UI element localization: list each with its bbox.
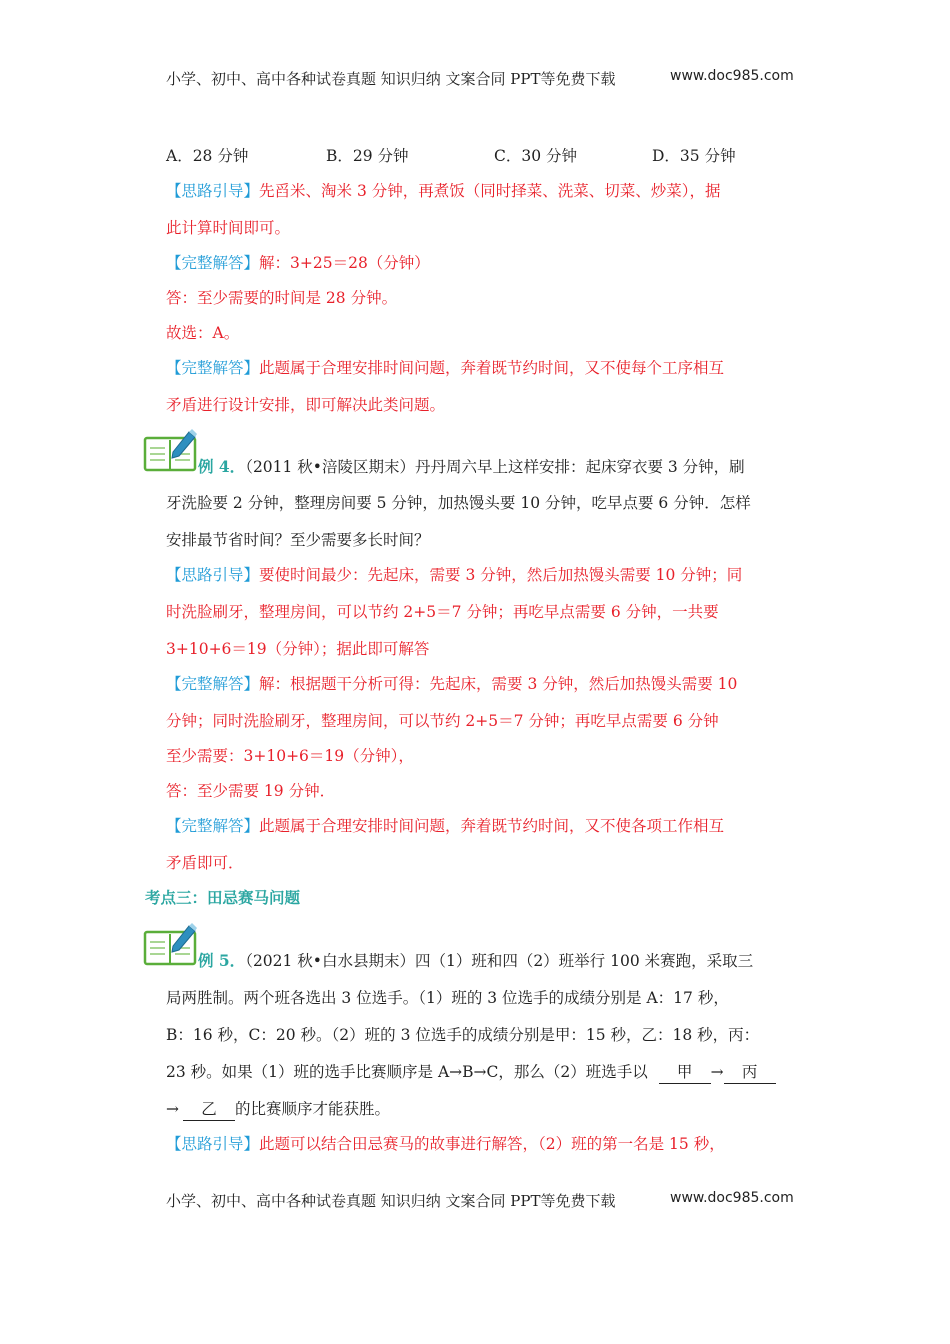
ex4-question-line1: 例 4．（2011 秋•涪陵区期末）丹丹周六早上这样安排：起床穿衣要 3 分钟，刷 — [198, 457, 745, 476]
header-url[interactable]: www.doc985.com — [670, 68, 794, 84]
hint-tag: 【思路引导】 — [166, 1135, 260, 1153]
ex4-note-line2: 矛盾即可． — [166, 854, 244, 872]
ex5-hint-line1: 【思路引导】此题可以结合田忌赛马的故事进行解答，（2）班的第一名是 15 秒， — [166, 1135, 725, 1153]
ex5-question-line4: 23 秒。如果（1）班的选手比赛顺序是 A→B→C，那么（2）班选手以 甲 → 丙 — [166, 1061, 776, 1084]
ex4-hint-line1: 【思路引导】要使时间最少：先起床，需要 3 分钟，然后加热馒头需要 10 分钟；同 — [166, 566, 743, 584]
ex4-note-line1: 【完整解答】此题属于合理安排时间问题，奔着既节约时间，又不使各项工作相互 — [166, 817, 725, 835]
q3-hint-line2: 此计算时间即可。 — [166, 219, 291, 237]
ex4-label: 例 4． — [198, 457, 246, 476]
ex5-question-line3: B：16 秒，C：20 秒。（2）班的 3 位选手的成绩分别是甲：15 秒，乙：18 秒，丙： — [166, 1026, 760, 1044]
answer-tag: 【完整解答】 — [166, 254, 260, 272]
option-c: C．30 分钟 — [494, 147, 578, 165]
ex4-answer-line4: 答：至少需要 19 分钟． — [166, 782, 336, 800]
option-b: B．29 分钟 — [326, 147, 409, 165]
ex4-answer-line2: 分钟；同时洗脸刷牙，整理房间，可以节约 2+5＝7 分钟；再吃早点需要 6 分钟 — [166, 712, 719, 730]
ex4-answer-line3: 至少需要：3+10+6＝19（分钟）， — [166, 747, 414, 765]
hint-tag: 【思路引导】 — [166, 182, 260, 200]
answer-blank-3[interactable]: 乙 — [183, 1098, 235, 1121]
q3-answer-line1: 【完整解答】解：3+25＝28（分钟） — [166, 254, 430, 272]
answer-blank-1[interactable]: 甲 — [659, 1061, 711, 1084]
q3-answer-line3: 故选：A。 — [166, 324, 240, 342]
note-tag: 【完整解答】 — [166, 817, 260, 835]
ex4-hint-line2: 时洗脸刷牙，整理房间，可以节约 2+5＝7 分钟；再吃早点需要 6 分钟，一共要 — [166, 603, 719, 621]
ex4-hint-line3: 3+10+6＝19（分钟）；据此即可解答 — [166, 640, 430, 658]
option-a: A．28 分钟 — [166, 147, 249, 165]
footer-text: 小学、初中、高中各种试卷真题 知识归纳 文案合同 PPT等免费下载 — [166, 1192, 616, 1210]
option-d: D．35 分钟 — [652, 147, 736, 165]
answer-tag: 【完整解答】 — [166, 675, 260, 693]
ex4-question-line2: 牙洗脸要 2 分钟，整理房间要 5 分钟，加热馒头要 10 分钟，吃早点要 6 分钟．怎样 — [166, 494, 751, 512]
arrow-1: → — [710, 1063, 724, 1081]
ex5-question-line1: 例 5．（2021 秋•白水县期末）四（1）班和四（2）班举行 100 米赛跑，采取三 — [198, 951, 754, 970]
q3-hint-line1: 【思路引导】先舀米、淘米 3 分钟，再煮饭（同时择菜、洗菜、切菜、炒菜），据 — [166, 182, 721, 200]
arrow-2: → — [166, 1100, 179, 1118]
book-pencil-icon — [143, 428, 199, 474]
q3-note-line1: 【完整解答】此题属于合理安排时间问题，奔着既节约时间，又不使每个工序相互 — [166, 359, 725, 377]
note-tag: 【完整解答】 — [166, 359, 260, 377]
ex4-question-line3: 安排最节省时间？至少需要多长时间？ — [166, 531, 430, 549]
section-title: 考点三：田忌赛马问题 — [145, 888, 301, 907]
ex5-label: 例 5． — [198, 951, 246, 970]
ex5-question-line5: → 乙 的比赛顺序才能获胜。 — [166, 1098, 390, 1121]
book-pencil-icon — [143, 922, 199, 968]
q3-note-line2: 矛盾进行设计安排，即可解决此类问题。 — [166, 396, 446, 414]
footer-url[interactable]: www.doc985.com — [670, 1190, 794, 1206]
header-text: 小学、初中、高中各种试卷真题 知识归纳 文案合同 PPT等免费下载 — [166, 70, 616, 88]
answer-blank-2[interactable]: 丙 — [724, 1061, 776, 1084]
ex4-answer-line1: 【完整解答】解：根据题干分析可得：先起床，需要 3 分钟，然后加热馒头需要 10 — [166, 675, 738, 693]
hint-tag: 【思路引导】 — [166, 566, 260, 584]
ex5-question-line2: 局两胜制。两个班各选出 3 位选手。（1）班的 3 位选手的成绩分别是 A：17 秒， — [166, 989, 729, 1007]
q3-answer-line2: 答：至少需要的时间是 28 分钟。 — [166, 289, 398, 307]
